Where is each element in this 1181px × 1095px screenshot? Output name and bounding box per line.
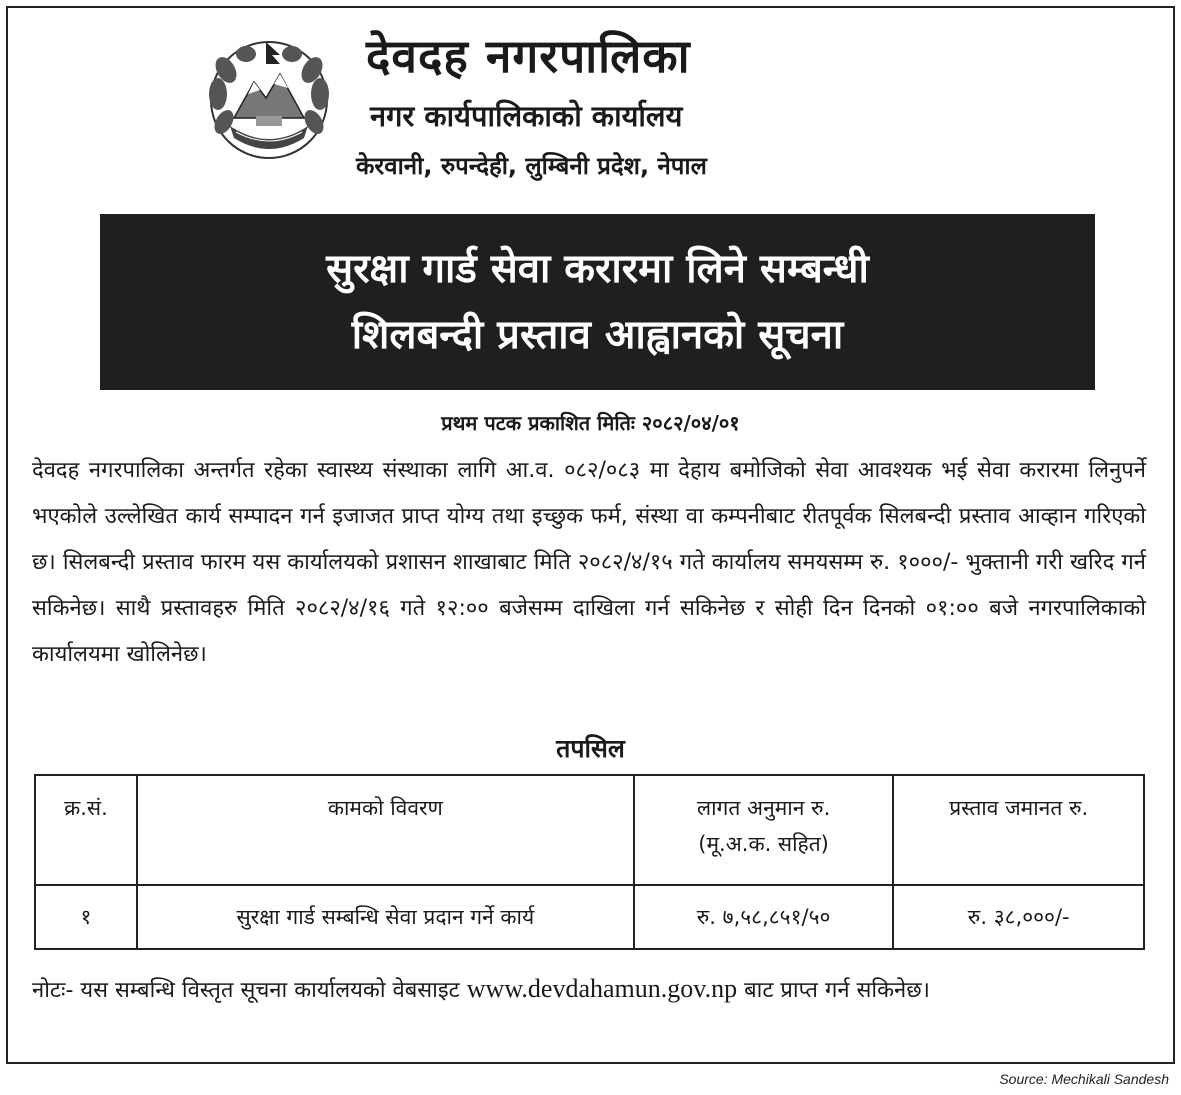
municipality-name: देवदह नगरपालिका <box>366 29 691 83</box>
header-description: कामको विवरण <box>137 775 634 885</box>
cell-cost: रु. ७,५८,८५१/५० <box>634 885 894 949</box>
schedule-table <box>34 774 1145 950</box>
header-sn: क्र.सं. <box>35 775 137 885</box>
header-cost-line1: लागत अनुमान रु. <box>696 796 831 820</box>
table-header-row <box>35 775 1144 885</box>
source-credit: Source: Mechikali Sandesh <box>999 1071 1169 1087</box>
notice-body: देवदह नगरपालिका अन्तर्गत रहेका स्वास्थ्य संस्थाका लागि आ.व. ०८२/०८३ मा देहाय बमोजिको सेवा आवश्यक भई सेवा करारमा लिनुपर्ने भएकोले उल्लेखित कार्य सम्पादन गर्न इजाजत प्राप्त योग्य तथा इच्छुक फर्म, संस्था वा कम्पनीबाट रीतपूर्वक सिलबन्दी प्रस्ताव आव्हान गरिएको छ। सिलबन्दी प्रस्ताव फारम यस कार्यालयको प्रशासन शाखाबाट मिति २०८२/४/१५ गते कार्यालय समयसम्म रु. १०००/- भुक्तानी गरी खरिद गर्न सकिनेछ। साथै प्रस्तावहरु मिति २०८२/४/१६ गते १२:०० बजेसम्म दाखिला गर्न सकिनेछ र सोही दिन दिनको ०१:०० बजे नगरपालिकाको कार्यालयमा खोलिनेछ। <box>32 458 1146 667</box>
header-cost <box>634 775 894 885</box>
header-cost-line2: (मू.अ.क. सहित) <box>698 832 829 856</box>
notice-title-box <box>100 214 1095 390</box>
schedule-heading: तपसिल <box>556 734 625 763</box>
notice-note <box>32 966 1148 1014</box>
note-suffix: बाट प्राप्त गर्न सकिनेछ। <box>744 978 930 1003</box>
cell-security: रु. ३८,०००/- <box>893 885 1144 949</box>
cell-sn: १ <box>35 885 137 949</box>
notice-title-line2: शिलबन्दी प्रस्ताव आह्वानको सूचना <box>351 312 844 358</box>
office-address: केरवानी, रुपन्देही, लुम्बिनी प्रदेश, नेपाल <box>356 152 707 180</box>
office-name: नगर कार्यपालिकाको कार्यालय <box>370 99 683 133</box>
table-row <box>35 885 1144 949</box>
publication-date: प्रथम पटक प्रकाशित मितिः २०८२/०४/०१ <box>441 411 740 435</box>
notice-title-line1: सुरक्षा गार्ड सेवा करारमा लिने सम्बन्धी <box>326 246 869 292</box>
cell-description: सुरक्षा गार्ड सम्बन्धि सेवा प्रदान गर्ने कार्य <box>137 885 634 949</box>
header-security: प्रस्ताव जमानत रु. <box>893 775 1144 885</box>
nepal-government-emblem-icon <box>196 34 342 162</box>
website-link[interactable]: www.devdahamun.gov.np <box>466 974 738 1003</box>
note-prefix: नोटः- यस सम्बन्धि विस्तृत सूचना कार्यालयको वेबसाइट <box>32 978 460 1003</box>
